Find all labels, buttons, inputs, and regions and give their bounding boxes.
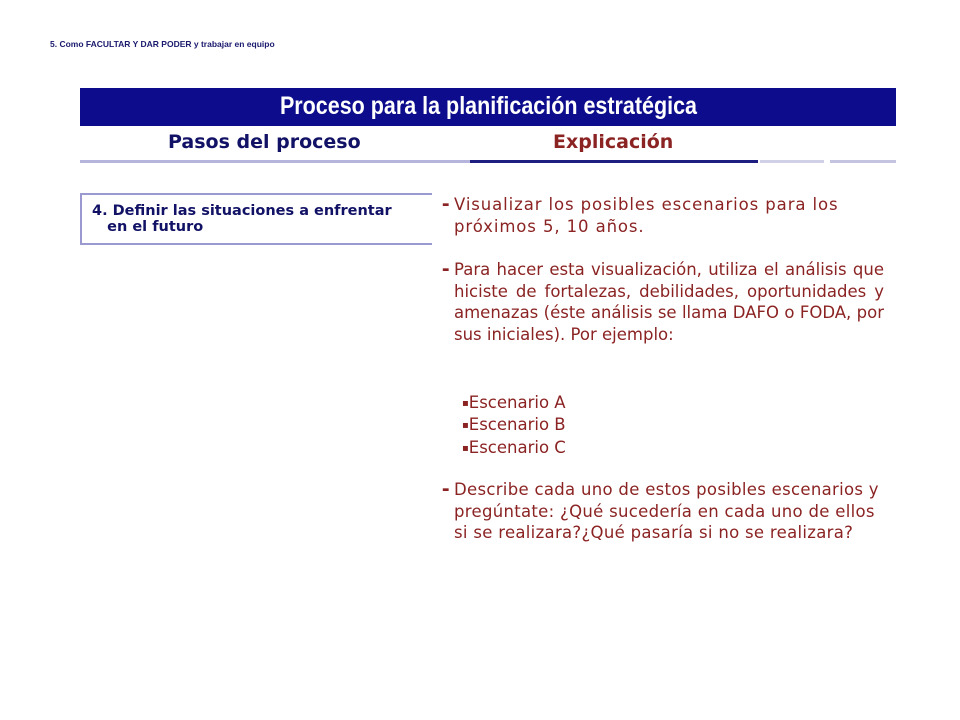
scenario-list-item <box>462 414 566 436</box>
scenario-list <box>462 392 566 459</box>
process-step-text: 4. Definir las situaciones a enfrentar en el futuro <box>92 203 392 235</box>
explanation-paragraph-1: Visualizar los posibles escenarios para los próximos 5, 10 años. <box>454 195 839 236</box>
header-divider-center <box>470 160 758 163</box>
scenario-label: Escenario B <box>468 415 566 435</box>
header-divider-left <box>80 160 470 163</box>
dash-marker-2: - <box>440 258 452 280</box>
scenario-list-item <box>462 392 566 414</box>
header-divider-right-a <box>760 160 824 163</box>
header-divider-right-b <box>830 160 896 163</box>
scenario-list-item <box>462 437 566 459</box>
explanation-paragraph-2: Para hacer esta visualización, utiliza el análisis que hiciste de fortalezas, debilidades, oportunidades y amenazas (éste análisis se llama DAFO o FODA, por sus iniciales). Por ejemplo: <box>454 260 884 344</box>
bullet-icon: ▪ <box>462 397 469 409</box>
document-caption: 5. Como FACULTAR Y DAR PODER y trabajar en equipo <box>50 39 275 49</box>
bullet-icon: ▪ <box>462 442 469 454</box>
bullet-icon: ▪ <box>462 420 469 431</box>
explanation-paragraph-3: Describe cada uno de estos posibles escenarios y pregúntate: ¿Qué sucedería en cada uno de ellos si se realizara?¿Qué pasaría si no se realizara? <box>454 480 879 542</box>
scenario-label: Escenario A <box>468 393 566 412</box>
process-step-box <box>80 193 432 245</box>
steps-column-header: Pasos del proceso <box>168 131 361 153</box>
dash-marker-3: - <box>440 478 452 500</box>
explanation-column-header: Explicación <box>553 131 674 153</box>
dash-marker-1: - <box>440 193 452 215</box>
slide-title-bar <box>80 88 896 126</box>
slide-title: Proceso para la planificación estratégica <box>279 92 697 120</box>
scenario-label: Escenario C <box>468 437 566 457</box>
